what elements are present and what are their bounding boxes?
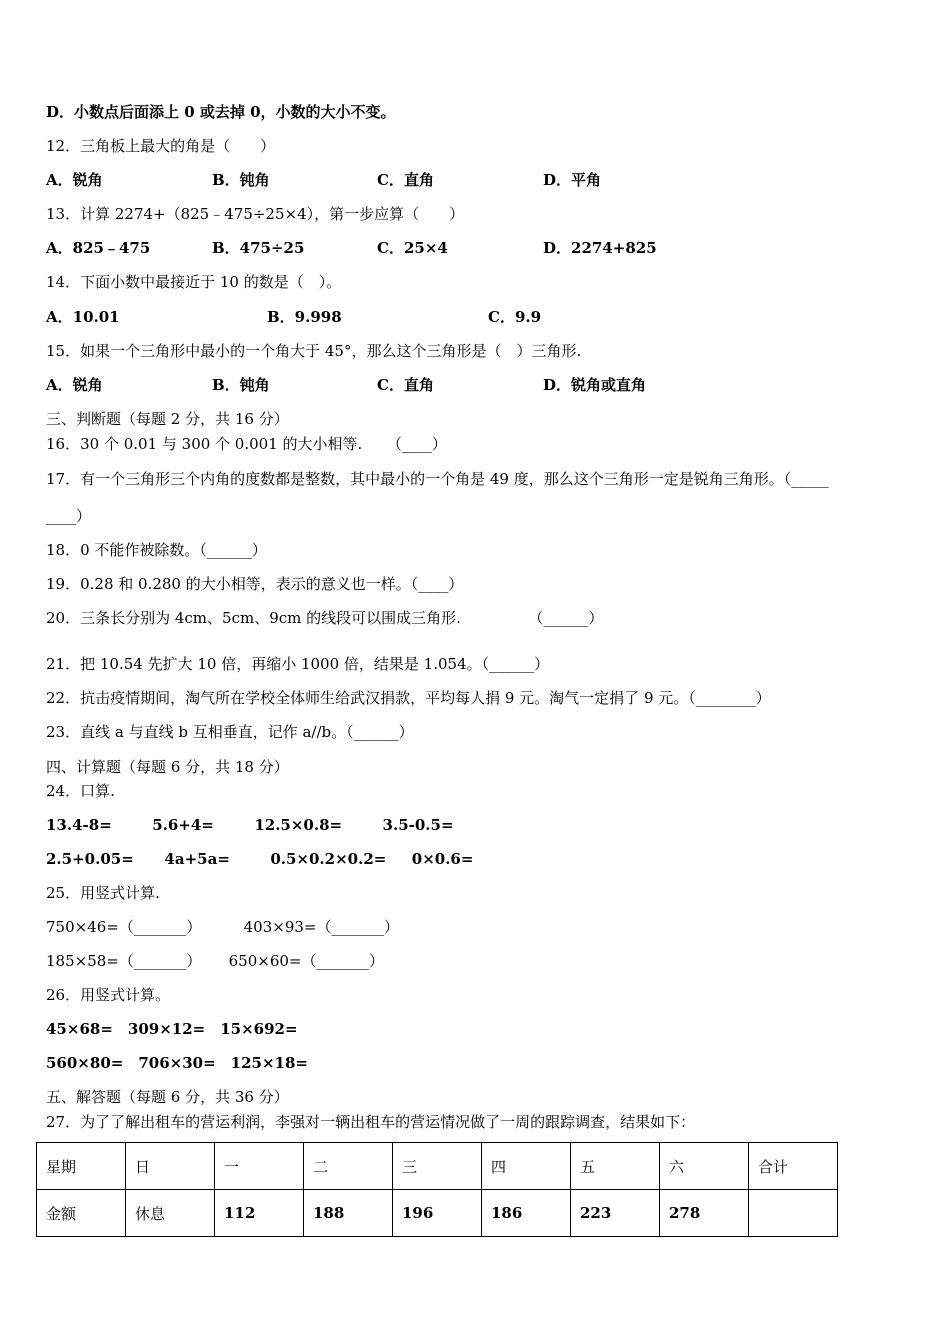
question-12: 12．三角板上最大的角是（ ） — [46, 137, 276, 155]
q24-row-1: 13.4-8= 5.6+4= 12.5×0.8= 3.5-0.5= — [46, 816, 454, 834]
q25-row-1: 750×46=（_______） 403×93=（_______） — [46, 918, 399, 936]
table-cell: 一 — [215, 1143, 304, 1190]
table-cell: 金额 — [37, 1190, 126, 1237]
q25-row-2: 185×58=（_______） 650×60=（_______） — [46, 952, 384, 970]
table-cell: 二 — [304, 1143, 393, 1190]
question-26: 26．用竖式计算。 — [46, 986, 171, 1004]
q15-option-c: C．直角 — [377, 376, 434, 394]
table-header-row — [37, 1143, 838, 1190]
table-cell: 日 — [126, 1143, 215, 1190]
question-14: 14．下面小数中最接近于 10 的数是（ ）。 — [46, 273, 342, 291]
question-24: 24．口算. — [46, 782, 115, 800]
question-21: 21．把 10.54 先扩大 10 倍，再缩小 1000 倍，结果是 1.054。（______） — [46, 655, 550, 673]
question-27: 27．为了了解出租车的营运利润，李强对一辆出租车的营运情况做了一周的跟踪调查，结果如下： — [46, 1113, 696, 1131]
question-13: 13．计算 2274+（825﹣475÷25×4），第一步应算（ ） — [46, 205, 465, 223]
table-cell: 六 — [660, 1143, 749, 1190]
q13-option-c: C．25×4 — [377, 239, 448, 257]
q26-row-1: 45×68= 309×12= 15×692= — [46, 1020, 298, 1038]
q12-option-a: A．锐角 — [46, 171, 103, 189]
table-cell: 三 — [393, 1143, 482, 1190]
table-cell: 休息 — [126, 1190, 215, 1237]
table-cell-total[interactable] — [749, 1190, 838, 1237]
section-4-heading: 四、计算题（每题 6 分，共 18 分） — [46, 758, 289, 776]
question-22: 22．抗击疫情期间，淘气所在学校全体师生给武汉捐款，平均每人捐 9 元。淘气一定捐了 9 元。（________） — [46, 689, 771, 707]
question-17: 17．有一个三角形三个内角的度数都是整数，其中最小的一个角是 49 度，那么这个三角形一定是锐角三角形。（_____ — [46, 470, 829, 488]
question-25: 25．用竖式计算. — [46, 884, 160, 902]
table-cell: 196 — [393, 1190, 482, 1237]
q13-option-a: A．825﹣475 — [46, 239, 151, 257]
table-cell: 278 — [660, 1190, 749, 1237]
q12-option-d: D．平角 — [543, 171, 602, 189]
option-d-previous: D．小数点后面添上 0 或去掉 0，小数的大小不变。 — [46, 103, 396, 121]
table-cell: 星期 — [37, 1143, 126, 1190]
q12-option-c: C．直角 — [377, 171, 434, 189]
section-3-heading: 三、判断题（每题 2 分，共 16 分） — [46, 410, 289, 428]
table-row — [37, 1190, 838, 1237]
q13-option-b: B．475÷25 — [212, 239, 305, 257]
q12-option-b: B．钝角 — [212, 171, 270, 189]
q14-option-c: C．9.9 — [488, 308, 542, 326]
question-17-continued: ____） — [46, 507, 92, 525]
table-cell: 188 — [304, 1190, 393, 1237]
q26-row-2: 560×80= 706×30= 125×18= — [46, 1054, 308, 1072]
q13-option-d: D．2274+825 — [543, 239, 657, 257]
question-15: 15．如果一个三角形中最小的一个角大于 45°，那么这个三角形是（ ）三角形. — [46, 342, 582, 360]
q15-option-d: D．锐角或直角 — [543, 376, 647, 394]
table-cell: 五 — [571, 1143, 660, 1190]
q24-row-2: 2.5+0.05= 4a+5a= 0.5×0.2×0.2= 0×0.6= — [46, 850, 474, 868]
table-cell: 112 — [215, 1190, 304, 1237]
question-23: 23．直线 a 与直线 b 互相垂直，记作 a//b。（______） — [46, 723, 414, 741]
q14-option-b: B．9.998 — [267, 308, 342, 326]
q15-option-b: B．钝角 — [212, 376, 270, 394]
table-cell: 223 — [571, 1190, 660, 1237]
section-5-heading: 五、解答题（每题 6 分，共 36 分） — [46, 1088, 289, 1106]
question-16: 16．30 个 0.01 与 300 个 0.001 的大小相等. （____） — [46, 435, 447, 453]
question-20: 20．三条长分别为 4cm、5cm、9cm 的线段可以围成三角形. （______） — [46, 609, 604, 627]
table-cell: 186 — [482, 1190, 571, 1237]
q14-option-a: A．10.01 — [46, 308, 120, 326]
question-19: 19．0.28 和 0.280 的大小相等，表示的意义也一样。（____） — [46, 575, 464, 593]
q15-option-a: A．锐角 — [46, 376, 103, 394]
taxi-earnings-table — [36, 1142, 838, 1237]
table-cell: 四 — [482, 1143, 571, 1190]
table-cell: 合计 — [749, 1143, 838, 1190]
question-18: 18．0 不能作被除数。（______） — [46, 541, 267, 559]
